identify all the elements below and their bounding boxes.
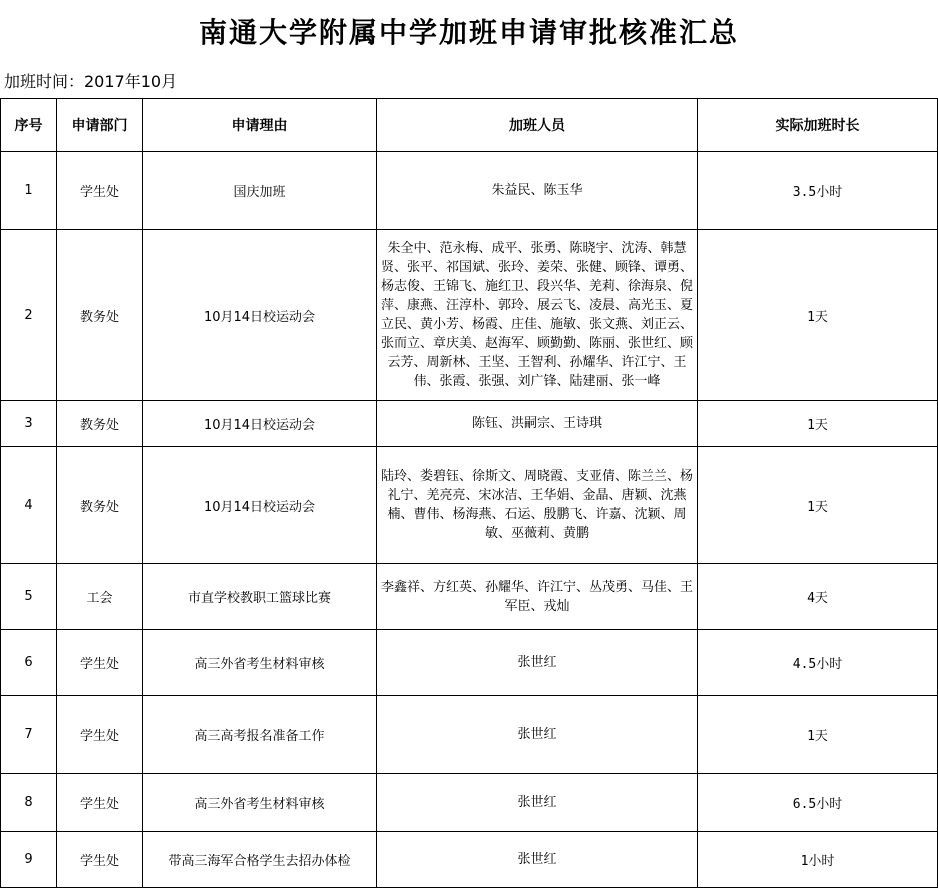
cell-people: 张世红	[377, 696, 698, 774]
cell-dept: 学生处	[57, 832, 143, 888]
page-title: 南通大学附属中学加班申请审批核准汇总	[198, 16, 739, 49]
header-duration: 实际加班时长	[698, 99, 938, 152]
cell-reason: 带高三海军合格学生去招办体检	[143, 832, 377, 888]
cell-people: 朱全中、范永梅、成平、张勇、陈晓宇、沈涛、韩慧贤、张平、祁国斌、张玲、姜荣、张健、顾锋、谭勇、杨志俊、王锦飞、施红卫、段兴华、羌莉、徐海泉、倪萍、康燕、汪淳朴、郭玲、展云飞、凌晨、高光玉、夏立民、黄小芳、杨霞、庄佳、施敏、张文燕、刘正云、张而立、章庆美、赵海军、顾勤勤、陈丽、张世红、顾云芳、周新林、王坚、王智利、孙耀华、许江宁、王伟、张霞、张强、刘广锋、陆建丽、张一峰	[377, 230, 698, 401]
cell-duration: 1小时	[698, 832, 938, 888]
cell-duration: 1天	[698, 230, 938, 401]
cell-reason: 国庆加班	[143, 152, 377, 230]
cell-dept: 学生处	[57, 630, 143, 696]
cell-dept: 学生处	[57, 774, 143, 832]
table-row	[1, 832, 938, 888]
header-dept: 申请部门	[57, 99, 143, 152]
header-reason: 申请理由	[143, 99, 377, 152]
cell-people: 朱益民、陈玉华	[377, 152, 698, 230]
table-row	[1, 630, 938, 696]
cell-reason: 高三高考报名准备工作	[143, 696, 377, 774]
table-header-row	[1, 99, 938, 152]
table-row	[1, 152, 938, 230]
cell-no: 5	[1, 564, 57, 630]
cell-dept: 教务处	[57, 401, 143, 447]
cell-people: 陈钰、洪嗣宗、王诗琪	[377, 401, 698, 447]
table-row	[1, 447, 938, 564]
cell-duration: 4天	[698, 564, 938, 630]
cell-no: 3	[1, 401, 57, 447]
cell-no: 2	[1, 230, 57, 401]
table-row	[1, 401, 938, 447]
cell-duration: 1天	[698, 401, 938, 447]
cell-no: 7	[1, 696, 57, 774]
cell-no: 6	[1, 630, 57, 696]
cell-reason: 市直学校教职工篮球比赛	[143, 564, 377, 630]
cell-no: 1	[1, 152, 57, 230]
cell-people: 张世红	[377, 832, 698, 888]
cell-reason: 高三外省考生材料审核	[143, 774, 377, 832]
cell-duration: 1天	[698, 447, 938, 564]
cell-dept: 工会	[57, 564, 143, 630]
overtime-period: 加班时间：2017年10月	[4, 72, 178, 91]
cell-reason: 10月14日校运动会	[143, 401, 377, 447]
cell-no: 8	[1, 774, 57, 832]
cell-dept: 教务处	[57, 447, 143, 564]
cell-duration: 6.5小时	[698, 774, 938, 832]
cell-people: 张世红	[377, 774, 698, 832]
cell-duration: 4.5小时	[698, 630, 938, 696]
cell-reason: 10月14日校运动会	[143, 230, 377, 401]
cell-duration: 3.5小时	[698, 152, 938, 230]
header-no: 序号	[1, 99, 57, 152]
cell-people: 李鑫祥、方红英、孙耀华、许江宁、丛茂勇、马佳、王军臣、戎灿	[377, 564, 698, 630]
cell-duration: 1天	[698, 696, 938, 774]
cell-people: 陆玲、娄碧钰、徐斯文、周晓霞、支亚倩、陈兰兰、杨礼宁、羌亮亮、宋冰洁、王华娟、金晶、唐颖、沈燕楠、曹伟、杨海燕、石运、殷鹏飞、许嘉、沈颖、周敏、巫薇莉、黄鹏	[377, 447, 698, 564]
cell-no: 9	[1, 832, 57, 888]
table-row	[1, 564, 938, 630]
cell-no: 4	[1, 447, 57, 564]
overtime-table	[0, 98, 938, 888]
header-people: 加班人员	[377, 99, 698, 152]
table-row	[1, 230, 938, 401]
cell-dept: 学生处	[57, 696, 143, 774]
table-row	[1, 696, 938, 774]
cell-dept: 学生处	[57, 152, 143, 230]
cell-reason: 高三外省考生材料审核	[143, 630, 377, 696]
cell-reason: 10月14日校运动会	[143, 447, 377, 564]
cell-dept: 教务处	[57, 230, 143, 401]
table-row	[1, 774, 938, 832]
cell-people: 张世红	[377, 630, 698, 696]
